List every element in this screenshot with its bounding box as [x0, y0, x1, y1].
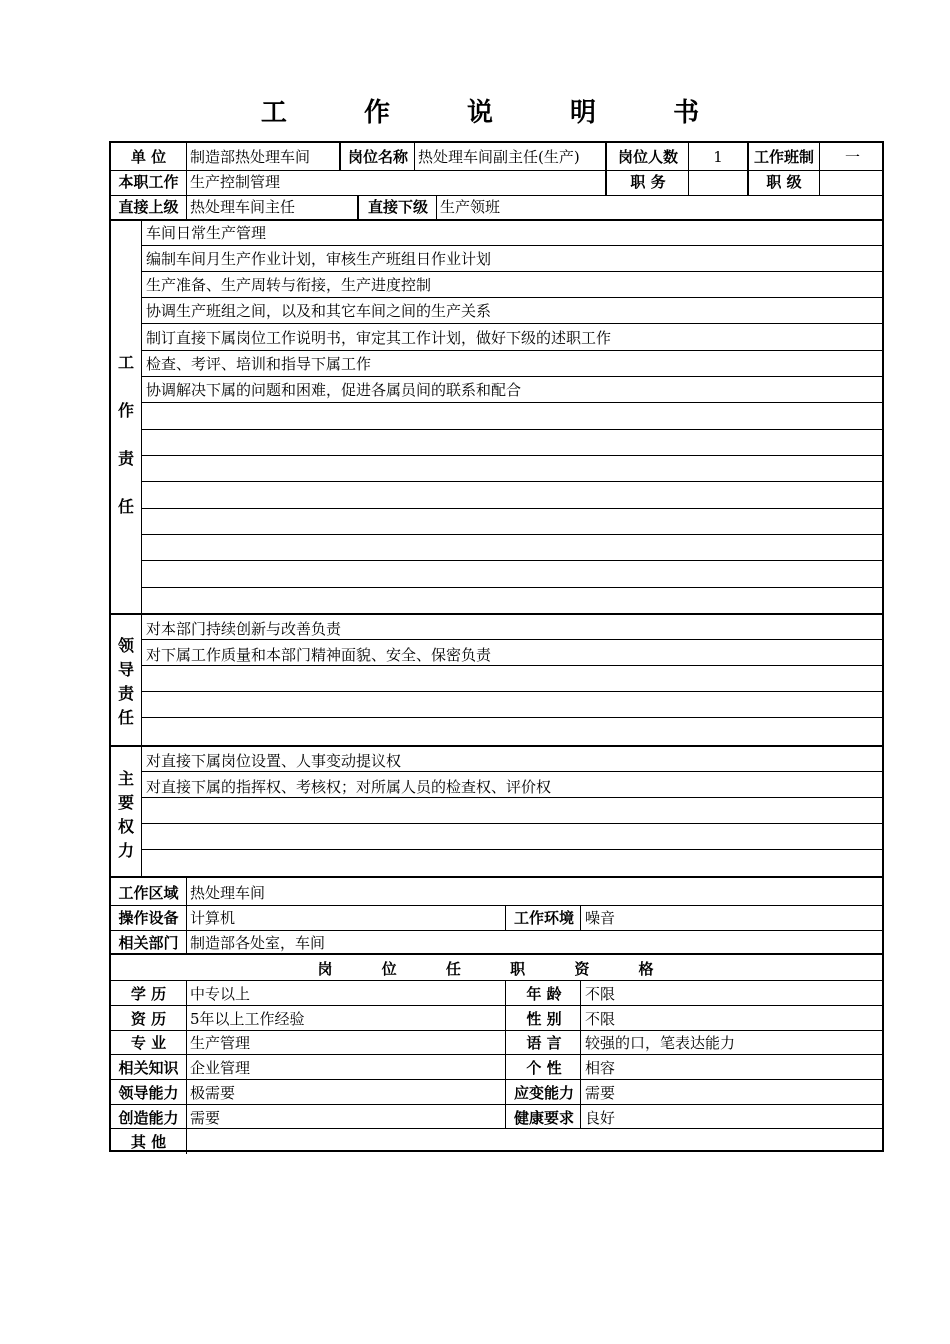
- grid-line: [111, 1005, 882, 1006]
- grid-line: [111, 980, 882, 981]
- duty-item: 协调解决下属的问题和困难，促进各属员间的联系和配合: [146, 382, 522, 399]
- duty-item: 制订直接下属岗位工作说明书，审定其工作计划，做好下级的述职工作: [146, 330, 612, 347]
- grid-line: [141, 429, 882, 430]
- subordinate-value: 生产领班: [440, 199, 501, 216]
- grid-line: [111, 1030, 882, 1031]
- grid-line: [141, 271, 882, 272]
- grid-line: [111, 219, 882, 221]
- grid-line: [141, 639, 882, 640]
- experience-label: 资 历: [130, 1011, 167, 1028]
- duty-item: 协调生产班组之间，以及和其它车间之间的生产关系: [146, 303, 492, 320]
- headcount-label: 岗位人数: [617, 149, 678, 166]
- grid-line: [111, 1104, 882, 1105]
- grid-line: [414, 143, 415, 170]
- language-label: 语 言: [526, 1035, 562, 1052]
- main-job-label: 本职工作: [118, 174, 179, 191]
- grid-line: [111, 1079, 882, 1080]
- creativity-label: 创造能力: [118, 1110, 179, 1127]
- grid-line: [605, 143, 607, 195]
- grid-line: [141, 323, 882, 324]
- leadership-ability-value: 极需要: [190, 1085, 236, 1102]
- grid-line: [186, 876, 187, 953]
- grid-line: [688, 143, 689, 195]
- superior-label: 直接上级: [118, 199, 179, 216]
- duties-label: 工 作 责 任: [117, 353, 134, 516]
- leadership-label: 领 导 责 任: [117, 636, 134, 727]
- health-label: 健康要求: [513, 1110, 574, 1127]
- adaptability-value: 需要: [585, 1085, 616, 1102]
- grid-line: [141, 297, 882, 298]
- unit-value: 制造部热处理车间: [190, 149, 311, 166]
- duty-item: 生产准备、生产周转与衔接，生产进度控制: [146, 277, 432, 294]
- grid-line: [141, 771, 882, 772]
- post-name-value: 热处理车间副主任(生产): [418, 149, 580, 166]
- grid-line: [141, 587, 882, 588]
- grid-line: [819, 143, 820, 195]
- education-value: 中专以上: [190, 986, 251, 1003]
- age-label: 年 龄: [526, 986, 562, 1003]
- grid-line: [141, 691, 882, 692]
- document-title: 工 作 说 明 书: [260, 98, 734, 128]
- creativity-value: 需要: [190, 1110, 221, 1127]
- grid-line: [111, 195, 882, 196]
- knowledge-label: 相关知识: [118, 1060, 179, 1077]
- grid-line: [111, 745, 882, 747]
- experience-value: 5年以上工作经验: [190, 1011, 305, 1028]
- superior-value: 热处理车间主任: [190, 199, 296, 216]
- position-label: 职 务: [630, 174, 666, 191]
- duty-item: 检查、考评、培训和指导下属工作: [146, 356, 372, 373]
- qualifications-header: 岗 位 任 职 资 格: [317, 961, 676, 978]
- grid-line: [141, 455, 882, 456]
- grid-line: [436, 195, 437, 219]
- major-value: 生产管理: [190, 1035, 251, 1052]
- grid-line: [141, 402, 882, 403]
- work-env-label: 工作环境: [513, 910, 574, 927]
- duty-item: 编制车间月生产作业计划，审核生产班组日作业计划: [146, 251, 492, 268]
- grid-line: [186, 143, 187, 219]
- age-value: 不限: [585, 986, 616, 1003]
- authority-item: 对直接下属的指挥权、考核权；对所属人员的检查权、评价权: [146, 779, 552, 796]
- grid-line: [580, 980, 581, 1128]
- personality-label: 个 性: [526, 1060, 562, 1077]
- education-label: 学 历: [130, 986, 167, 1003]
- grid-line: [111, 613, 882, 615]
- equipment-value: 计算机: [190, 910, 236, 927]
- grade-label: 职 级: [766, 174, 802, 191]
- grid-line: [580, 905, 581, 930]
- grid-line: [111, 905, 882, 906]
- leadership-item: 对本部门持续创新与改善负责: [146, 621, 342, 638]
- leadership-ability-label: 领导能力: [118, 1085, 179, 1102]
- shift-value: 一: [844, 149, 860, 166]
- related-dept-label: 相关部门: [118, 935, 179, 952]
- grid-line: [339, 143, 341, 170]
- grid-line: [141, 665, 882, 666]
- grid-line: [747, 143, 749, 195]
- grid-line: [111, 930, 882, 931]
- post-name-label: 岗位名称: [347, 149, 408, 166]
- grid-line: [141, 797, 882, 798]
- related-dept-value: 制造部各处室，车间: [190, 935, 326, 952]
- grid-line: [357, 195, 359, 219]
- unit-label: 单 位: [130, 149, 167, 166]
- grid-line: [141, 219, 142, 876]
- grid-line: [141, 508, 882, 509]
- main-job-value: 生产控制管理: [190, 174, 281, 191]
- subordinate-label: 直接下级: [367, 199, 428, 216]
- grid-line: [111, 876, 882, 878]
- grid-line: [111, 953, 882, 955]
- grid-line: [141, 350, 882, 351]
- grid-line: [141, 481, 882, 482]
- grid-line: [111, 1054, 882, 1055]
- grid-line: [186, 980, 187, 1154]
- work-area-value: 热处理车间: [190, 885, 266, 902]
- grid-line: [141, 534, 882, 535]
- grid-line: [141, 376, 882, 377]
- leadership-item: 对下属工作质量和本部门精神面貌、安全、保密负责: [146, 647, 492, 664]
- grid-line: [141, 823, 882, 824]
- grid-line: [505, 980, 506, 1128]
- grid-line: [505, 905, 506, 930]
- grid-line: [111, 1128, 882, 1129]
- health-value: 良好: [585, 1110, 616, 1127]
- major-label: 专 业: [130, 1035, 167, 1052]
- gender-label: 性 别: [526, 1011, 562, 1028]
- work-area-label: 工作区域: [118, 885, 179, 902]
- personality-value: 相容: [585, 1060, 616, 1077]
- other-label: 其 他: [130, 1134, 167, 1151]
- duty-item: 车间日常生产管理: [146, 225, 267, 242]
- grid-line: [141, 245, 882, 246]
- grid-line: [141, 717, 882, 718]
- language-value: 较强的口，笔表达能力: [585, 1035, 736, 1052]
- authority-label: 主 要 权 力: [117, 769, 134, 860]
- grid-line: [141, 849, 882, 850]
- job-description-table: [109, 141, 884, 1152]
- work-env-value: 噪音: [585, 910, 616, 927]
- authority-item: 对直接下属岗位设置、人事变动提议权: [146, 753, 402, 770]
- knowledge-value: 企业管理: [190, 1060, 251, 1077]
- grid-line: [141, 560, 882, 561]
- shift-label: 工作班制: [753, 149, 814, 166]
- adaptability-label: 应变能力: [513, 1085, 574, 1102]
- grid-line: [111, 170, 882, 171]
- headcount-value: 1: [713, 149, 723, 166]
- gender-value: 不限: [585, 1011, 616, 1028]
- equipment-label: 操作设备: [118, 910, 179, 927]
